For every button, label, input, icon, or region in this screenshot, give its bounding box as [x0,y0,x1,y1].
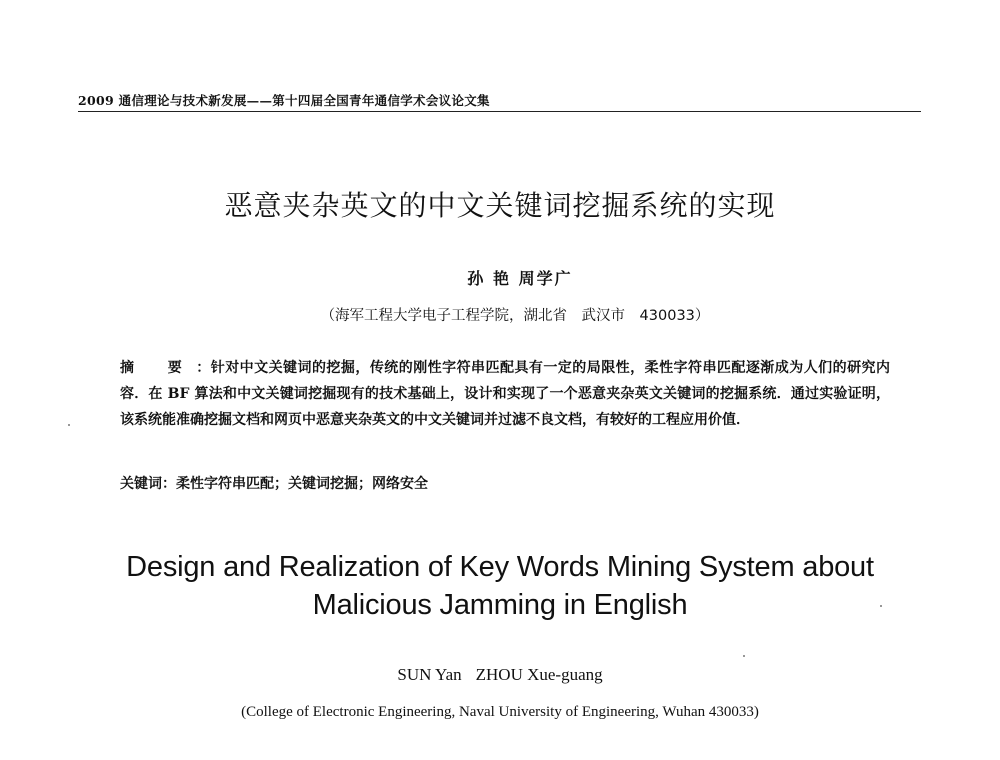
english-title-line-1: Design and Realization of Key Words Mining System about [126,551,874,583]
abstract-text: ：针对中文关键词的挖掘，传统的刚性字符串匹配具有一定的局限性，柔性字符串匹配逐渐成为人们的研究内容．在 BF 算法和中文关键词挖掘现有的技术基础上，设计和实现了一个恶意夹杂英文关键词的挖掘系统．通过实验证明，该系统能准确挖掘文档和网页中恶意夹杂英文的中文关键词并过滤不良文档，有较好的工程应用价值． [120,360,891,428]
chinese-title: 恶意夹杂英文的中文关键词挖掘系统的实现 [224,189,776,222]
scan-speck [880,605,882,607]
chinese-authors: 孙 艳 周学广 [467,269,573,288]
keywords-label: 关键词 [120,476,162,492]
english-author-1: SUN Yan [397,665,462,684]
scan-speck [68,424,70,426]
running-header: 2009 通信理论与技术新发展——第十四届全国青年通信学术会议论文集 [78,93,490,108]
english-author-2: ZHOU Xue-guang [475,665,603,684]
header-rule [78,111,921,112]
chinese-keywords [120,472,890,496]
english-title [0,548,1000,624]
chinese-abstract [120,355,890,433]
english-authors [0,665,1000,685]
english-affiliation: (College of Electronic Engineering, Naval University of Engineering, Wuhan 430033) [241,704,759,720]
chinese-affiliation: （海军工程大学电子工程学院，湖北省 武汉市 430033） [320,308,710,324]
scan-speck [743,655,745,657]
keywords-text: ：柔性字符串匹配；关键词挖掘；网络安全 [162,476,428,492]
abstract-label: 摘 要 [120,360,197,376]
english-title-line-2: Malicious Jamming in English [312,589,688,621]
